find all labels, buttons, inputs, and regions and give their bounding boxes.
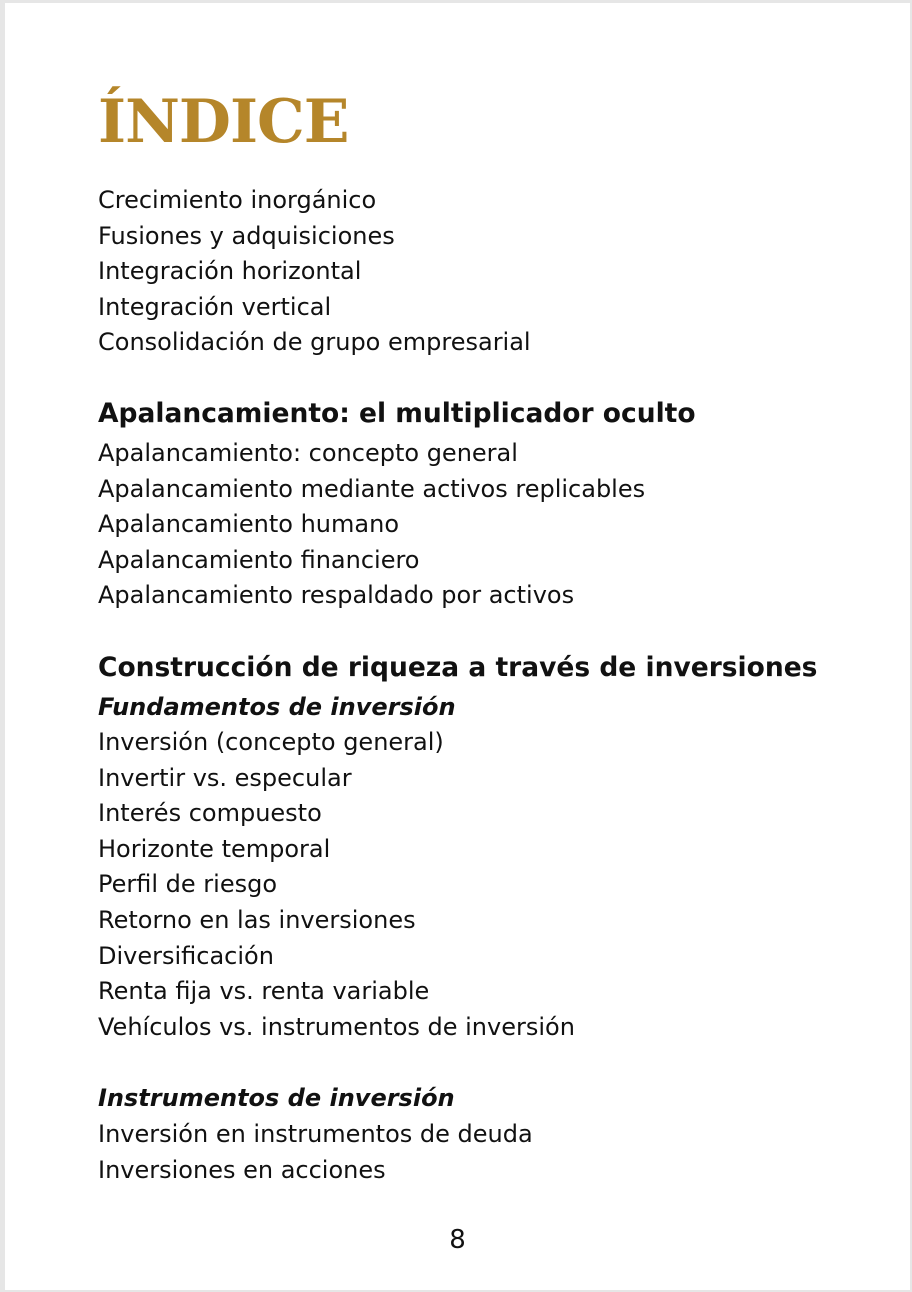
toc-group-growth bbox=[98, 183, 531, 361]
toc-item: Vehículos vs. instrumentos de inversión bbox=[98, 1012, 575, 1041]
toc-item: Interés compuesto bbox=[98, 799, 322, 828]
subsection-heading-instruments: Instrumentos de inversión bbox=[98, 1084, 455, 1112]
toc-item: Integración vertical bbox=[98, 292, 332, 321]
toc-item: Integración horizontal bbox=[98, 257, 362, 286]
toc-item: Invertir vs. especular bbox=[98, 763, 352, 792]
toc-item: Inversión (concepto general) bbox=[98, 728, 444, 756]
subsection-heading-fundamentals: Fundamentos de inversión bbox=[98, 693, 456, 721]
section-heading-wealth: Construcción de riqueza a través de inversiones bbox=[98, 652, 818, 683]
toc-item: Apalancamiento respaldado por activos bbox=[98, 581, 575, 610]
page-title: ÍNDICE bbox=[98, 87, 349, 157]
page-number: 8 bbox=[449, 1225, 466, 1255]
toc-item: Diversificación bbox=[98, 941, 274, 970]
toc-item: Crecimiento inorgánico bbox=[98, 186, 377, 214]
toc-item: Retorno en las inversiones bbox=[98, 905, 416, 934]
toc-group-instruments bbox=[98, 1117, 533, 1188]
toc-item: Horizonte temporal bbox=[98, 834, 331, 863]
toc-item: Apalancamiento financiero bbox=[98, 545, 420, 574]
toc-group-fundamentals bbox=[98, 725, 575, 1045]
toc-item: Inversiones en acciones bbox=[98, 1155, 386, 1184]
toc-item: Perfil de riesgo bbox=[98, 870, 278, 899]
toc-item: Consolidación de grupo empresarial bbox=[98, 328, 531, 357]
toc-item: Apalancamiento: concepto general bbox=[98, 439, 518, 467]
toc-item: Fusiones y adquisiciones bbox=[98, 221, 395, 250]
toc-item: Renta fija vs. renta variable bbox=[98, 977, 430, 1006]
toc-item: Apalancamiento mediante activos replicables bbox=[98, 474, 646, 503]
toc-group-leverage bbox=[98, 436, 645, 614]
document-page bbox=[5, 3, 910, 1290]
section-heading-leverage: Apalancamiento: el multiplicador oculto bbox=[98, 398, 696, 429]
toc-item: Apalancamiento humano bbox=[98, 510, 399, 539]
toc-item: Inversión en instrumentos de deuda bbox=[98, 1120, 533, 1148]
